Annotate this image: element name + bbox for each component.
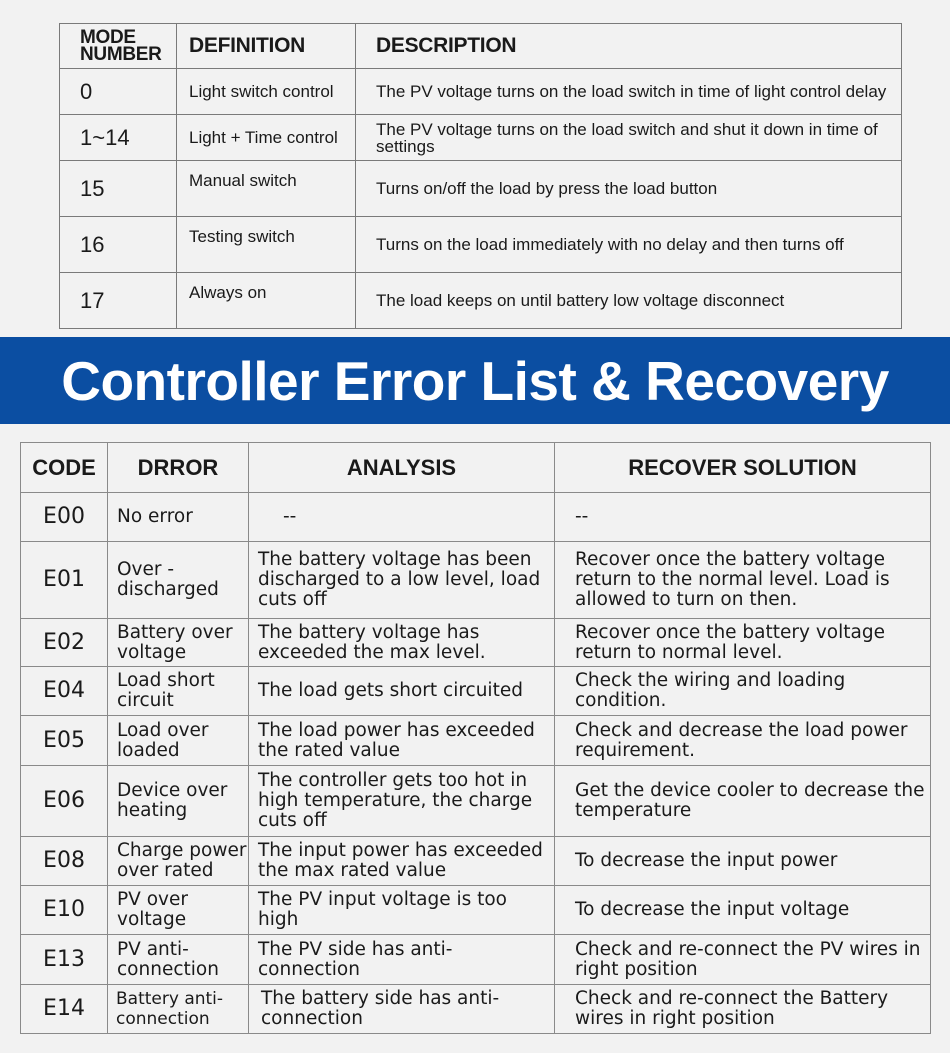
section-title: Controller Error List & Recovery — [61, 349, 889, 412]
load-mode-table — [59, 23, 902, 329]
mode-definition: Light + Time control — [177, 115, 356, 161]
mode-number-header — [60, 24, 177, 69]
error-row — [21, 886, 931, 935]
error-code: E06 — [21, 766, 108, 837]
error-name: No error — [108, 493, 249, 542]
description-header: DESCRIPTION — [356, 24, 902, 69]
mode-number: 0 — [60, 69, 177, 115]
error-row — [21, 985, 931, 1034]
mode-number: 15 — [60, 161, 177, 217]
error-code: E14 — [21, 985, 108, 1034]
error-name: Over -discharged — [108, 542, 249, 619]
error-code: E05 — [21, 716, 108, 766]
error-recover-solution: Check and decrease the load power requirement. — [555, 716, 931, 766]
error-name: Battery over voltage — [108, 619, 249, 667]
error-analysis: The battery voltage has exceeded the max level. — [249, 619, 555, 667]
error-code: E10 — [21, 886, 108, 935]
error-analysis: The load power has exceeded the rated value — [249, 716, 555, 766]
error-name: PV anti-connection — [108, 935, 249, 985]
mode-description: The load keeps on until battery low voltage disconnect — [356, 273, 902, 329]
error-analysis: The battery voltage has been discharged to a low level, load cuts off — [249, 542, 555, 619]
mode-number: 17 — [60, 273, 177, 329]
mode-definition: Always on — [177, 273, 356, 329]
error-name: PV over voltage — [108, 886, 249, 935]
error-name: Charge power over rated — [108, 837, 249, 886]
error-row — [21, 493, 931, 542]
error-recover-solution: Check and re-connect the PV wires in right position — [555, 935, 931, 985]
mode-number: 1~14 — [60, 115, 177, 161]
error-row — [21, 667, 931, 716]
error-analysis: The battery side has anti-connection — [249, 985, 555, 1034]
error-analysis: -- — [249, 493, 555, 542]
mode-definition: Manual switch — [177, 161, 356, 217]
mode-definition: Light switch control — [177, 69, 356, 115]
error-analysis: The input power has exceeded the max rated value — [249, 837, 555, 886]
error-code: E04 — [21, 667, 108, 716]
error-table-header-row — [21, 443, 931, 493]
analysis-header: ANALYSIS — [249, 443, 555, 493]
error-code: E13 — [21, 935, 108, 985]
error-row — [21, 837, 931, 886]
mode-row — [60, 115, 902, 161]
error-code: E01 — [21, 542, 108, 619]
error-row — [21, 619, 931, 667]
error-analysis: The controller gets too hot in high temperature, the charge cuts off — [249, 766, 555, 837]
error-recover-solution: To decrease the input power — [555, 837, 931, 886]
mode-description: The PV voltage turns on the load switch and shut it down in time of settings — [356, 115, 902, 161]
error-name: Load short circuit — [108, 667, 249, 716]
error-name: Battery anti-connection — [108, 985, 249, 1034]
error-row — [21, 542, 931, 619]
mode-description: The PV voltage turns on the load switch in time of light control delay — [356, 69, 902, 115]
error-recover-solution: To decrease the input voltage — [555, 886, 931, 935]
error-row — [21, 766, 931, 837]
error-section — [0, 424, 950, 1053]
section-banner — [0, 337, 950, 424]
mode-table-header-row — [60, 24, 902, 69]
error-name: Device over heating — [108, 766, 249, 837]
mode-header-line1: MODE — [80, 27, 136, 48]
mode-description: Turns on the load immediately with no delay and then turns off — [356, 217, 902, 273]
mode-row — [60, 69, 902, 115]
error-recover-solution: Get the device cooler to decrease the temperature — [555, 766, 931, 837]
error-analysis: The PV input voltage is too high — [249, 886, 555, 935]
error-analysis: The PV side has anti-connection — [249, 935, 555, 985]
error-recover-solution: Recover once the battery voltage return to the normal level. Load is allowed to turn on then. — [555, 542, 931, 619]
mode-header-line2: NUMBER — [80, 44, 162, 65]
mode-description: Turns on/off the load by press the load button — [356, 161, 902, 217]
error-analysis: The load gets short circuited — [249, 667, 555, 716]
mode-row — [60, 161, 902, 217]
error-row — [21, 935, 931, 985]
error-recover-solution: -- — [555, 493, 931, 542]
error-list-table — [20, 442, 931, 1034]
error-recover-solution: Check and re-connect the Battery wires in right position — [555, 985, 931, 1034]
mode-number: 16 — [60, 217, 177, 273]
mode-row — [60, 217, 902, 273]
error-header: DRROR — [108, 443, 249, 493]
error-code: E02 — [21, 619, 108, 667]
error-name: Load over loaded — [108, 716, 249, 766]
error-code: E08 — [21, 837, 108, 886]
mode-definition: Testing switch — [177, 217, 356, 273]
error-code: E00 — [21, 493, 108, 542]
code-header: CODE — [21, 443, 108, 493]
recover-solution-header: RECOVER SOLUTION — [555, 443, 931, 493]
error-recover-solution: Recover once the battery voltage return to normal level. — [555, 619, 931, 667]
definition-header: DEFINITION — [177, 24, 356, 69]
error-row — [21, 716, 931, 766]
mode-row — [60, 273, 902, 329]
error-recover-solution: Check the wiring and loading condition. — [555, 667, 931, 716]
